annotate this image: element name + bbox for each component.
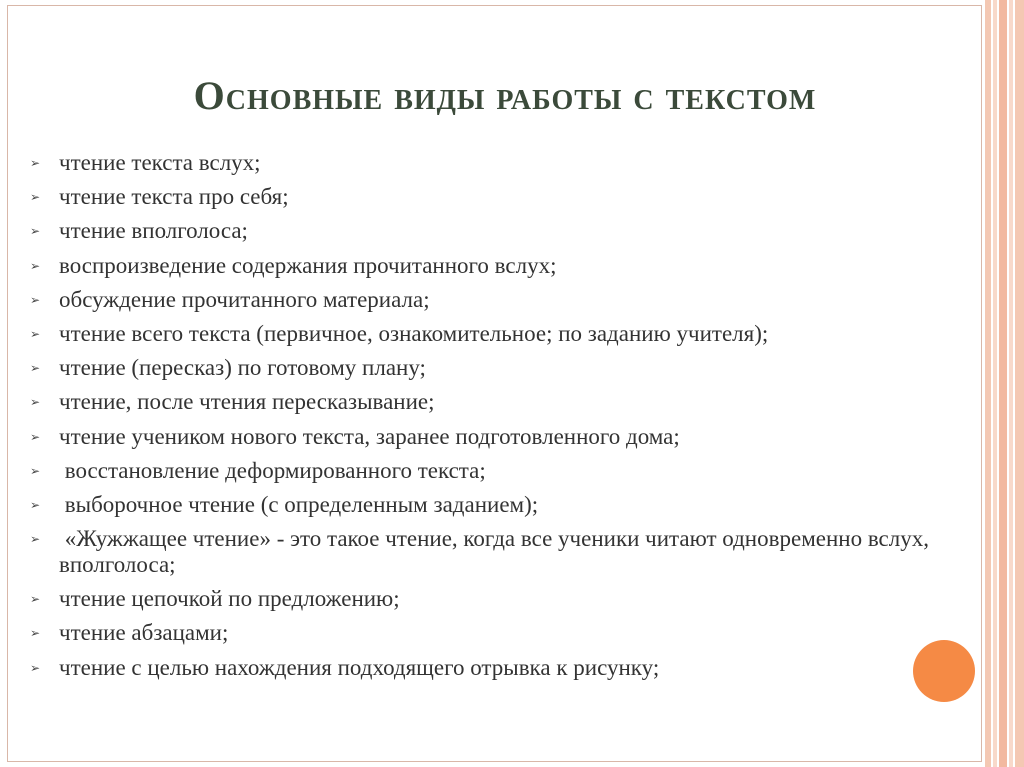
- arrow-bullet-icon: ➢: [30, 190, 41, 205]
- list-item: [30, 492, 930, 518]
- arrow-bullet-icon: ➢: [30, 626, 41, 641]
- list-item: [30, 218, 930, 244]
- list-item: [30, 253, 930, 279]
- slide-title: Основные виды работы с текстом: [193, 73, 817, 118]
- list-item: [30, 355, 930, 381]
- list-item: [30, 424, 930, 450]
- list-item-text: чтение вполголоса;: [59, 218, 248, 244]
- list-item-text: чтение текста вслух;: [59, 150, 261, 175]
- list-item: [30, 184, 930, 210]
- list-item-text: чтение с целью нахождения подходящего отрывка к рисунку;: [59, 654, 660, 680]
- list-item: [30, 526, 935, 578]
- list-item-text: чтение цепочкой по предложению;: [59, 586, 400, 612]
- arrow-bullet-icon: ➢: [30, 258, 41, 273]
- list-item-text: восстановление деформированного текста;: [59, 457, 486, 483]
- list-item: [30, 620, 930, 646]
- arrow-bullet-icon: ➢: [30, 361, 41, 376]
- list-item-text: «Жужжащее чтение» - это такое чтение, когда все ученики читают одновременно вслух, вполголоса;: [59, 526, 935, 578]
- arrow-bullet-icon: ➢: [30, 532, 41, 547]
- list-item-text: чтение абзацами;: [59, 620, 229, 646]
- list-item-text: воспроизведение содержания прочитанного вслух;: [59, 252, 557, 278]
- bullet-list: [30, 150, 935, 689]
- list-item: [30, 389, 930, 415]
- decorative-stripe: [1015, 0, 1024, 767]
- decorative-circle: [913, 640, 975, 702]
- list-item: [30, 150, 930, 176]
- list-item-text: выборочное чтение (с определенным заданием);: [59, 491, 539, 517]
- list-item: [30, 655, 930, 681]
- list-item-text: чтение всего текста (первичное, ознакомительное; по заданию учителя);: [59, 320, 769, 346]
- arrow-bullet-icon: ➢: [30, 429, 41, 444]
- arrow-bullet-icon: ➢: [30, 592, 41, 607]
- list-item: [30, 321, 930, 347]
- arrow-bullet-icon: ➢: [30, 224, 41, 239]
- arrow-bullet-icon: ➢: [30, 292, 41, 307]
- arrow-bullet-icon: ➢: [30, 395, 41, 410]
- list-item: [30, 287, 930, 313]
- list-item: [30, 586, 930, 612]
- arrow-bullet-icon: ➢: [30, 463, 41, 478]
- arrow-bullet-icon: ➢: [30, 497, 41, 512]
- list-item-text: чтение (пересказ) по готовому плану;: [59, 355, 426, 381]
- list-item-text: чтение, после чтения пересказывание;: [59, 389, 435, 415]
- arrow-bullet-icon: ➢: [30, 326, 41, 341]
- list-item-text: чтение текста про себя;: [59, 184, 289, 210]
- list-item: [30, 458, 930, 484]
- arrow-bullet-icon: ➢: [30, 156, 41, 170]
- list-item-text: чтение учеником нового текста, заранее подготовленного дома;: [59, 423, 680, 449]
- arrow-bullet-icon: ➢: [30, 660, 41, 675]
- list-item-text: обсуждение прочитанного материала;: [59, 286, 430, 312]
